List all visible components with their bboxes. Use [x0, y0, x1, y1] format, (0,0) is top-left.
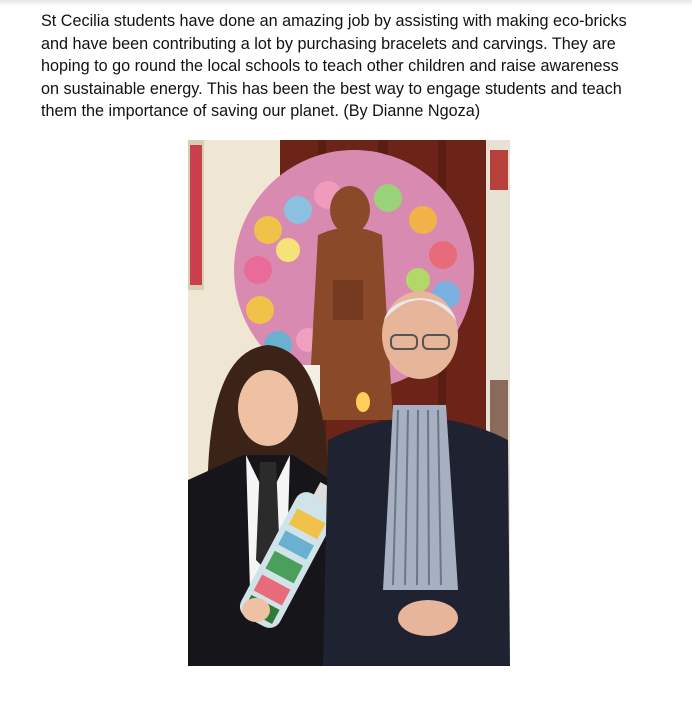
- candle-flame: [356, 392, 370, 412]
- photo-illustration: [188, 140, 510, 666]
- wall-photo-2: [490, 380, 508, 440]
- page-top-shadow: [0, 0, 692, 6]
- statue-harp: [333, 280, 363, 320]
- poster-edge: [190, 145, 202, 285]
- girl-face: [238, 370, 298, 446]
- man-hands: [398, 600, 458, 636]
- photo: [188, 140, 510, 666]
- wall-photo-1: [490, 150, 508, 190]
- article-paragraph: St Cecilia students have done an amazing job by assisting with making eco-bricks and have been contributing a lot by purchasing bracelets and carvings. They are hoping to go round the local schools to teach other children and raise awareness on sustainable energy. This has been the best way to engage students and teach them the importance of saving our planet. (By Dianne Ngoza): [41, 12, 627, 120]
- girl-hand: [242, 598, 270, 622]
- statue-body: [308, 228, 393, 421]
- statue-head: [330, 186, 370, 234]
